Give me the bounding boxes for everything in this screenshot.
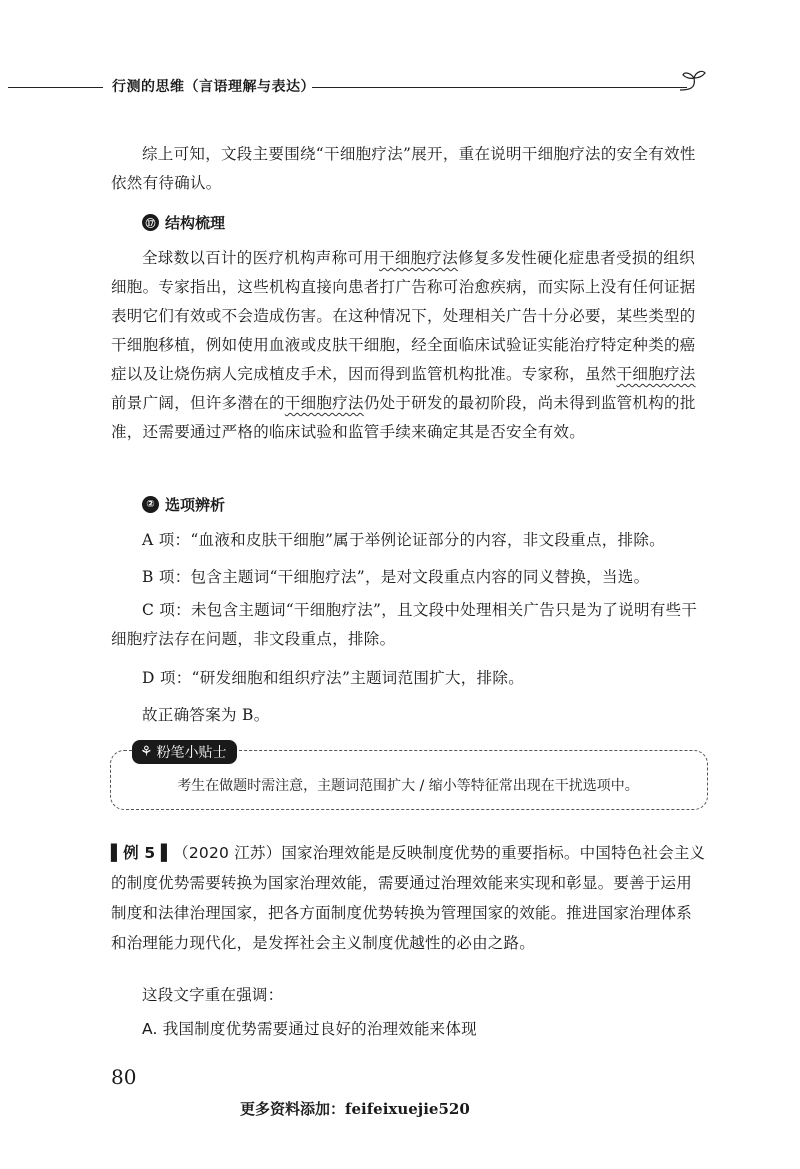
structure-text-4: 仍处于研发的最初阶段，尚未得到监管机构的批准，还需要通过严格的临床试验和监管手续来确定其是否安全有效。 [111,394,696,441]
section-options-heading [142,494,225,515]
example-prompt: 这段文字重在强调： [142,986,284,1004]
section-number-icon: ② [142,496,159,513]
structure-text-1: 全球数以百计的医疗机构声称可用 [142,249,380,267]
section-number-icon: ⑰ [142,214,159,231]
example-question [111,838,706,958]
header-rule-left [8,87,103,88]
sprout-icon [680,68,708,92]
section-structure-title: 结构梳理 [165,214,226,232]
tip-text: 考生在做题时需注意，主题词范围扩大 / 缩小等特征常出现在干扰选项中。 [177,778,639,794]
keyword-stem-cell-therapy: 干细胞疗法 [284,394,364,412]
example-option-a: A. 我国制度优势需要通过良好的治理效能来体现 [142,1020,477,1038]
example-label: ▌例 5 ▌ [111,844,174,862]
example-text: 国家治理效能是反映制度优势的重要指标。中国特色社会主义的制度优势需要转换为国家治理效能，需要通过治理效能来实现和彰显。要善于运用制度和法律治理国家，把各方面制度优势转换为管理国家的效能。推进国家治理体系和治理能力现代化，是发挥社会主义制度优越性的必由之路。 [111,844,706,952]
option-c-analysis: C 项：未包含主题词“干细胞疗法”，且文段中处理相关广告只是为了说明有些干细胞疗法存在问题，非文段重点，排除。 [111,601,698,648]
header-title: 行测的思维（言语理解与表达） [112,79,315,95]
option-b-analysis: B 项：包含主题词“干细胞疗法”，是对文段重点内容的同义替换，当选。 [142,568,650,586]
structure-text-3: 前景广阔，但许多潜在的 [111,394,285,412]
page-number: 80 [111,1065,137,1089]
answer-line: 故正确答案为 B。 [142,706,270,724]
summary-paragraph: 综上可知，文段主要围绕“干细胞疗法”展开，重在说明干细胞疗法的安全有效性依然有待确认。 [111,145,696,192]
structure-paragraph [111,244,706,447]
keyword-stem-cell-therapy: 干细胞疗法 [616,365,696,383]
header-rule-right [312,87,687,88]
tip-label [132,740,237,764]
section-options-title: 选项辨析 [165,496,226,514]
footer-note: 更多资料添加：feifeixuejie520 [240,1100,470,1118]
option-d-analysis: D 项：“研发细胞和组织疗法”主题词范围扩大，排除。 [142,669,525,687]
sprout-icon: ⚘ [140,744,153,760]
section-structure-heading [142,212,225,233]
option-a-analysis: A 项：“血液和皮肤干细胞”属于举例论证部分的内容，非文段重点，排除。 [142,531,665,549]
tip-label-text: 粉笔小贴士 [156,745,227,761]
structure-text-2: 修复多发性硬化症患者受损的组织细胞。专家指出，这些机构直接向患者打广告称可治愈疾病，而实际上没有任何证据表明它们有效或不会造成伤害。在这种情况下，处理相关广告十分必要，某些类型的干细胞移植，例如使用血液或皮肤干细胞，经全面临床试验证实能治疗特定种类的癌症以及让烧伤病人完成植皮手术，因而得到监管机构批准。专家称，虽然 [111,249,696,383]
running-header [0,72,800,102]
keyword-stem-cell-therapy: 干细胞疗法 [379,249,459,267]
example-source: （2020 江苏） [173,844,282,862]
